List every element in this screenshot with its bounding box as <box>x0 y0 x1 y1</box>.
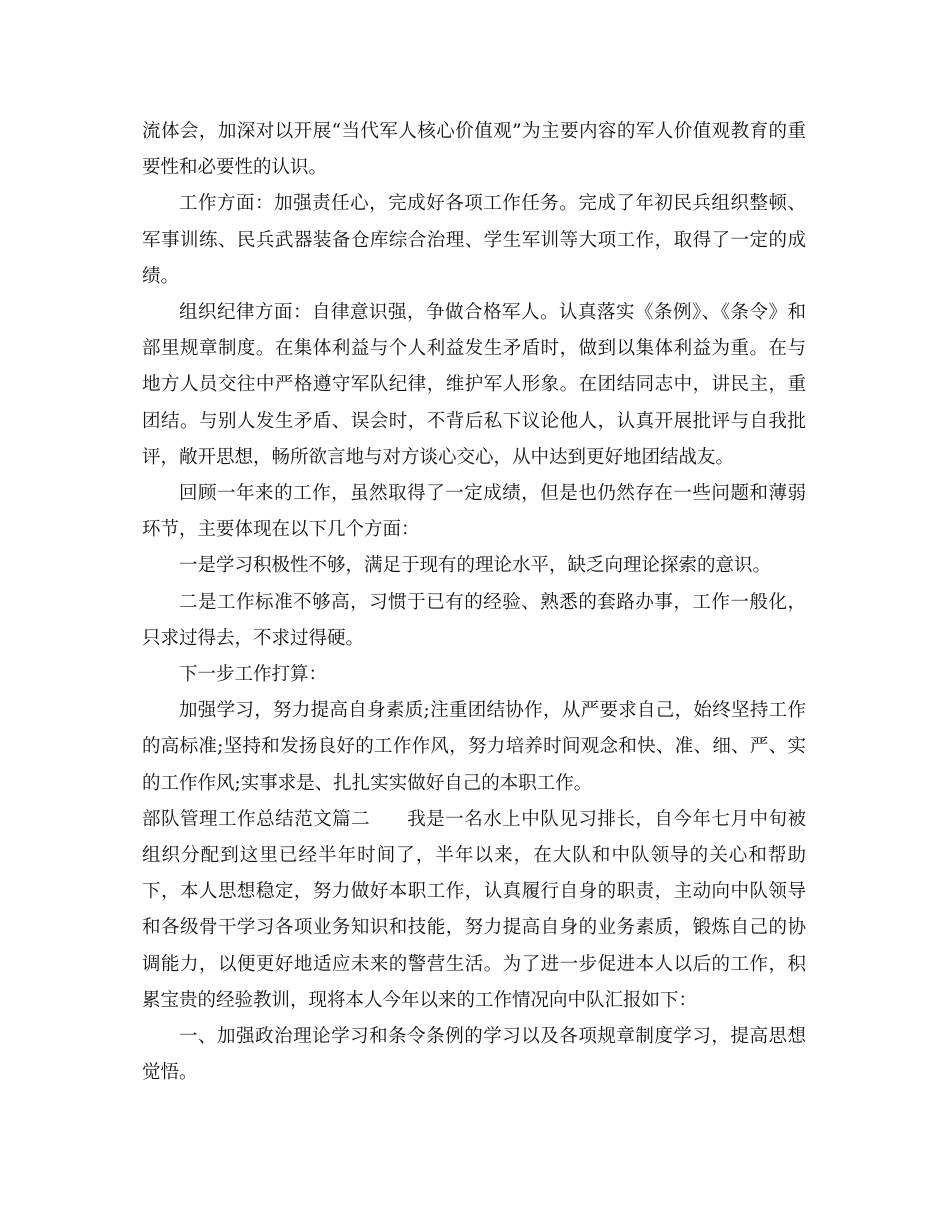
section-two-paragraph <box>142 802 806 1019</box>
paragraph-work-aspect: 工作方面：加强责任心，完成好各项工作任务。完成了年初民兵组织整顿、军事训练、民兵武器装备仓库综合治理、学生军训等大项工作，取得了一定的成绩。 <box>142 193 806 287</box>
paragraph-review: 回顾一年来的工作，虽然取得了一定成绩，但是也仍然存在一些问题和薄弱环节，主要体现在以下几个方面： <box>142 483 806 541</box>
paragraph-problem-one: 一是学习积极性不够，满足于现有的理论水平，缺乏向理论探索的意识。 <box>179 555 772 577</box>
section-two-heading: 部队管理工作总结范文篇二 <box>142 808 371 830</box>
paragraph-next-step-plan: 加强学习，努力提高自身素质;注重团结协作，从严要求自己，始终坚持工作的高标准;坚持和发扬良好的工作作风，努力培养时间观念和快、准、细、严、实的工作作风;实事求是、扎扎实实做好自己的本职工作。 <box>142 700 806 794</box>
paragraph-values-education: 流体会，加深对以开展“当代军人核心价值观”为主要内容的军人价值观教育的重要性和必要性的认识。 <box>142 121 806 179</box>
paragraph-problem-two: 二是工作标准不够高，习惯于已有的经验、熟悉的套路办事，工作一般化，只求过得去，不求过得硬。 <box>142 591 806 649</box>
section-two-text: 我是一名水上中队见习排长，自今年七月中旬被组织分配到这里已经半年时间了，半年以来，在大队和中队领导的关心和帮助下，本人思想稳定，努力做好本职工作，认真履行自身的职责，主动向中队领导和各级骨干学习各项业务知识和技能，努力提高自身的业务素质，锻炼自己的协调能力，以便更好地适应未来的警营生活。为了进一步促进本人以后的工作，积累宝贵的经验教训，现将本人今年以来的工作情况向中队汇报如下： <box>142 808 806 1011</box>
paragraph-discipline-aspect: 组织纪律方面：自律意识强，争做合格军人。认真落实《条例》、《条令》和部里规章制度。在集体利益与个人利益发生矛盾时，做到以集体利益为重。在与地方人员交往中严格遵守军队纪律，维护军人形象。在团结同志中，讲民主，重团结。与别人发生矛盾、误会时，不背后私下议论他人，认真开展批评与自我批评，敞开思想，畅所欲言地与对方谈心交心，从中达到更好地团结战友。 <box>142 302 806 468</box>
paragraph-next-step-heading: 下一步工作打算： <box>179 664 328 686</box>
document-page <box>142 114 806 1091</box>
paragraph-political-study: 一、加强政治理论学习和条令条例的学习以及各项规章制度学习，提高思想觉悟。 <box>142 1026 806 1084</box>
